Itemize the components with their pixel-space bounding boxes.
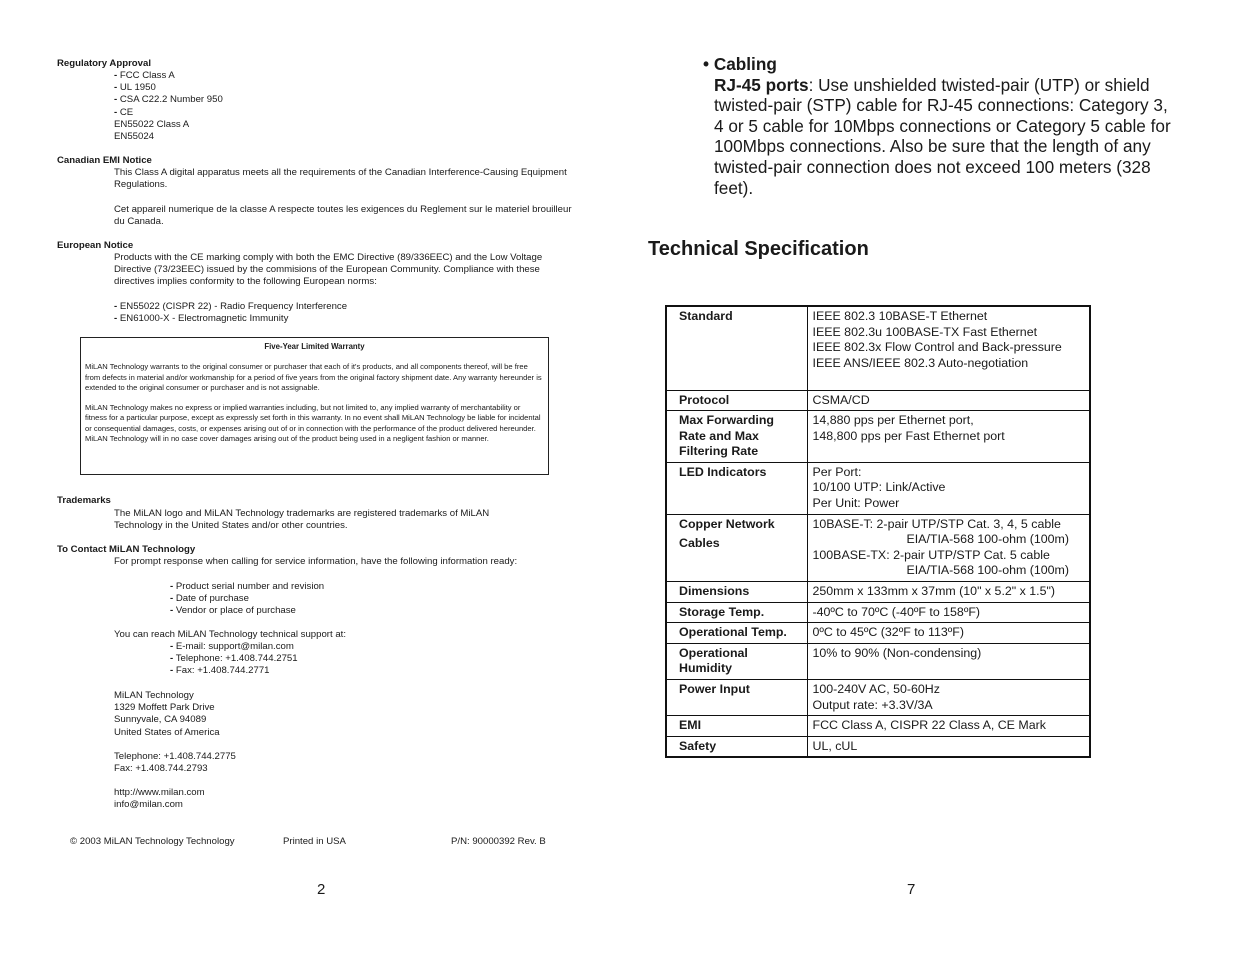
company-fax: Fax: +1.408.744.2793	[114, 763, 208, 775]
spec-value: 250mm x 133mm x 37mm (10" x 5.2" x 1.5")	[807, 582, 1090, 603]
tech-spec-title: Technical Specification	[648, 238, 869, 260]
address-line: 1329 Moffett Park Drive	[114, 702, 215, 714]
trademarks-para: The MiLAN logo and MiLAN Technology trademarks are registered trademarks of MiLAN Technology in the United States and/or other countries.	[114, 508, 490, 532]
spec-value: 100-240V AC, 50-60Hz Output rate: +3.3V/3A	[807, 680, 1090, 716]
support-telephone: - Telephone: +1.408.744.2751	[170, 653, 298, 665]
table-row	[666, 602, 1090, 623]
table-row	[666, 462, 1090, 514]
list-item: - Vendor or place of purchase	[170, 605, 296, 617]
table-row	[666, 680, 1090, 716]
support-fax: - Fax: +1.408.744.2771	[170, 665, 270, 677]
spec-label: Power Input	[666, 680, 807, 716]
spec-value: IEEE 802.3 10BASE-T Ethernet IEEE 802.3u 100BASE-TX Fast Ethernet IEEE 802.3x Flow Control and Back-pressure IEEE ANS/IEEE 802.3 Auto-negotiation	[807, 306, 1090, 390]
spec-label: Storage Temp.	[666, 602, 807, 623]
spec-value: Per Port: 10/100 UTP: Link/Active Per Unit: Power	[807, 462, 1090, 514]
table-row	[666, 736, 1090, 757]
spec-value: UL, cUL	[807, 736, 1090, 757]
spec-label: Operational Humidity	[666, 643, 807, 679]
address-line: United States of America	[114, 726, 220, 738]
cabling-title: Cabling	[713, 54, 777, 74]
part-number: P/N: 90000392 Rev. B	[451, 836, 546, 847]
spec-label: Max Forwarding Rate and Max Filtering Rate	[666, 411, 807, 463]
email-link[interactable]: info@milan.com	[114, 799, 183, 811]
list-item: - EN55022 (CISPR 22) - Radio Frequency Interference	[114, 301, 348, 312]
company-address	[114, 690, 574, 739]
spec-label: Operational Temp.	[666, 623, 807, 644]
bullet: •	[703, 54, 710, 74]
list-item: - CSA C22.2 Number 950	[114, 94, 223, 106]
table-row	[666, 306, 1090, 390]
spec-value: FCC Class A, CISPR 22 Class A, CE Mark	[807, 716, 1090, 737]
list-item: EN55022 Class A	[114, 118, 190, 130]
copyright: © 2003 MiLAN Technology Technology	[70, 836, 235, 847]
list-item: - EN61000-X - Electromagnetic Immunity	[114, 313, 289, 325]
spec-value: 10BASE-T: 2-pair UTP/STP Cat. 3, 4, 5 cable EIA/TIA-568 100-ohm (100m) 100BASE-TX: 2-pair UTP/STP Cat. 5 cable EIA/TIA-568 100-ohm (100m)	[807, 514, 1090, 581]
canadian-para-1: This Class A digital apparatus meets all the requirements of the Canadian Interference-Causing Equipment Regulations.	[114, 167, 567, 191]
support-list	[170, 641, 298, 678]
warranty-box	[80, 337, 549, 475]
table-row	[666, 716, 1090, 737]
spec-value: 10% to 90% (Non-condensing)	[807, 643, 1090, 679]
page-number-right: 7	[907, 881, 916, 898]
contact-ready-list	[170, 581, 324, 618]
cabling-section	[703, 54, 1173, 198]
warranty-para-1: MiLAN Technology warrants to the original consumer or purchaser that each of it's products, and all components thereof, will be free from defects in material and/or workmanship for a period of five years from the original factory shipment date. Any warranty hereunder is extended to the original consumer or purchaser and is not assignable.	[85, 362, 542, 392]
spec-label: Safety	[666, 736, 807, 757]
spec-value: 14,880 pps per Ethernet port, 148,800 pps per Fast Ethernet port	[807, 411, 1090, 463]
spec-value: 0ºC to 45ºC (32ºF to 113ºF)	[807, 623, 1090, 644]
table-row	[666, 390, 1090, 411]
table-row	[666, 623, 1090, 644]
company-phones	[114, 751, 574, 775]
spec-label: LED Indicators	[666, 462, 807, 514]
page-number-left: 2	[317, 881, 326, 898]
spec-value: -40ºC to 70ºC (-40ºF to 158ºF)	[807, 602, 1090, 623]
canadian-title: Canadian EMI Notice	[57, 155, 152, 166]
website-link[interactable]: http://www.milan.com	[114, 787, 205, 798]
spec-label: Dimensions	[666, 582, 807, 603]
list-item: - FCC Class A	[114, 70, 175, 81]
spec-label: Protocol	[666, 390, 807, 411]
spec-table	[665, 305, 1091, 758]
warranty-title: Five-Year Limited Warranty	[264, 342, 365, 351]
support-intro: You can reach MiLAN Technology technical support at:	[114, 629, 346, 640]
table-row	[666, 643, 1090, 679]
list-item: - Product serial number and revision	[170, 581, 325, 592]
support-email: - E-mail: support@milan.com	[170, 641, 294, 652]
list-item: - CE	[114, 106, 134, 118]
spec-label: Copper Network Cables	[666, 514, 807, 581]
contact-title: To Contact MiLAN Technology	[57, 544, 196, 555]
address-line: MiLAN Technology	[114, 690, 194, 701]
list-item: - UL 1950	[114, 82, 156, 94]
spec-label: EMI	[666, 716, 807, 737]
european-para: Products with the CE marking comply with both the EMC Directive (89/336EEC) and the Low Voltage Directive (73/23EEC) issued by the commisions of the European Community. Compliance with these directives implies conformity to the following European norms:	[114, 252, 543, 288]
table-row	[666, 514, 1090, 581]
european-title: European Notice	[57, 240, 134, 251]
european-list	[114, 301, 574, 325]
cabling-heading	[703, 54, 1173, 75]
rj45-label: RJ-45 ports	[714, 74, 809, 95]
list-item: - Date of purchase	[170, 593, 249, 605]
table-row	[666, 411, 1090, 463]
canadian-para-2: Cet appareil numerique de la classe A respecte toutes les exigences du Reglement sur le materiel brouilleur du Canada.	[114, 204, 572, 228]
regulatory-list	[114, 70, 574, 143]
regulatory-title: Regulatory Approval	[57, 58, 151, 69]
cabling-text: : Use unshielded twisted-pair (UTP) or shield twisted-pair (STP) cable for RJ-45 connections: Category 3, 4 or 5 cable for 10Mbps connections or Category 5 cable for 100Mbps connections. Also be sure that the length of any twisted-pair connection does not exceed 100 meters (328 feet).	[714, 74, 1171, 198]
printed-in: Printed in USA	[283, 836, 346, 847]
trademarks-title: Trademarks	[57, 495, 111, 506]
contact-intro: For prompt response when calling for service information, have the following information ready:	[114, 556, 518, 567]
company-telephone: Telephone: +1.408.744.2775	[114, 751, 236, 762]
cabling-body	[703, 75, 1173, 199]
spec-label: Standard	[666, 306, 807, 390]
warranty-para-2: MiLAN Technology makes no express or implied warranties including, but not limited to, any implied warranty of merchantability or fitness for a particular purpose, except as expressly set forth in this warranty. In no event shall MiLAN Technology be liable for incidental or consequential damages, costs, or expenses arising out of or in connection with the performance of the product delivered hereunder. MiLAN Technology will in no case cover damages arising out of the product being used in a negligent fashion or manner.	[85, 403, 541, 444]
company-web	[114, 787, 574, 811]
list-item: EN55024	[114, 131, 155, 143]
spec-value: CSMA/CD	[807, 390, 1090, 411]
table-row	[666, 582, 1090, 603]
address-line: Sunnyvale, CA 94089	[114, 714, 207, 726]
